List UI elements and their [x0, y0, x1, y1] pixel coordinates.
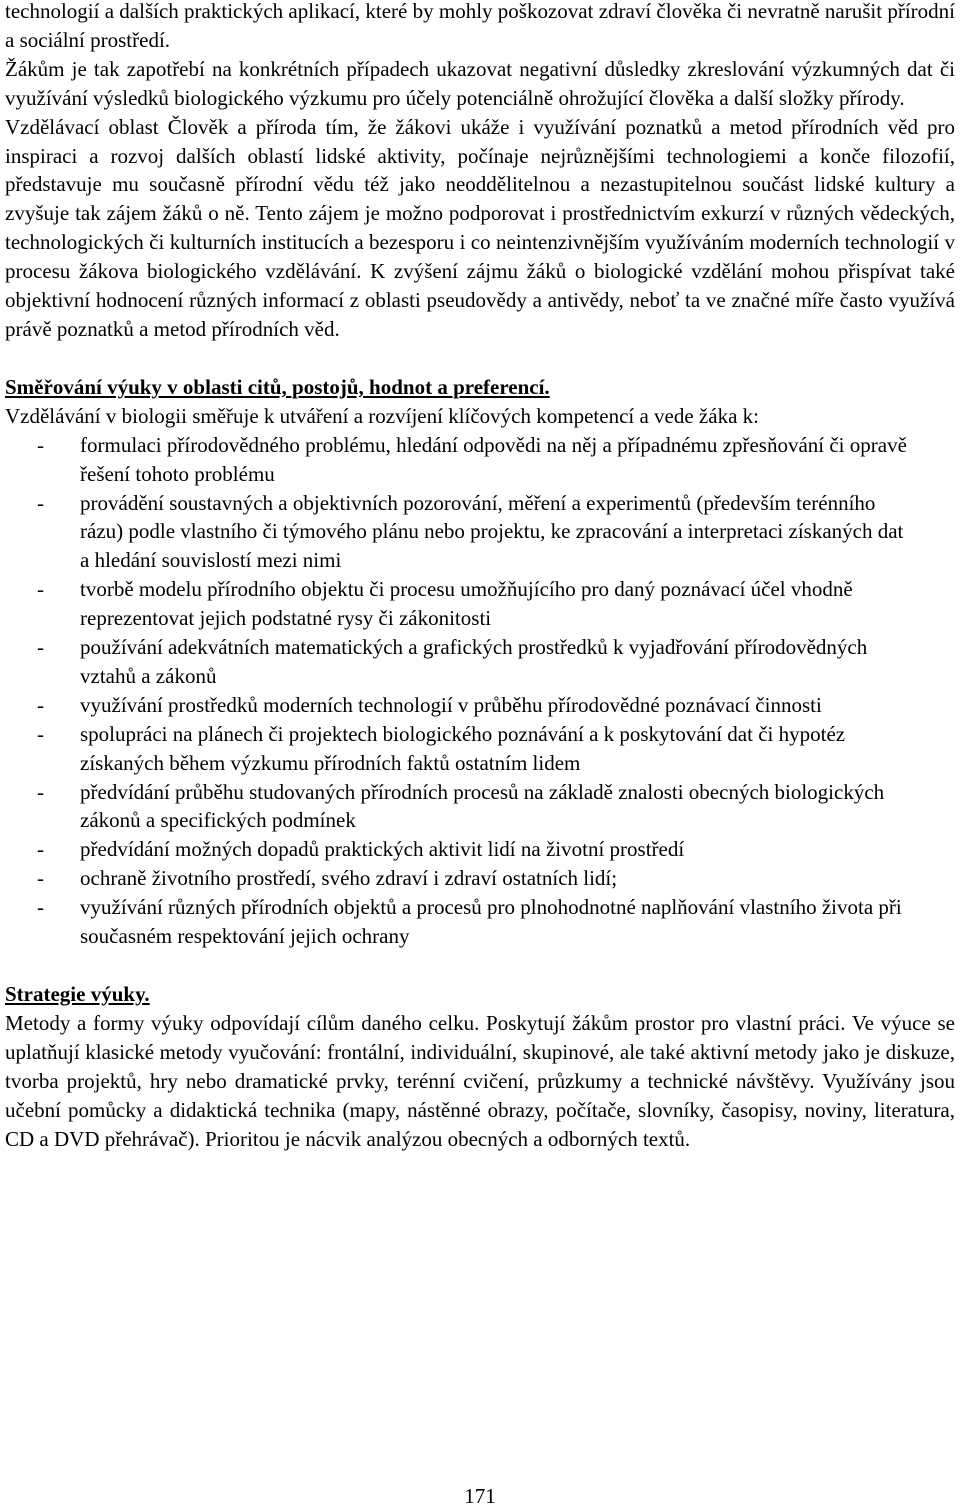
spacer [5, 951, 955, 980]
paragraph-negative-consequences: Žákům je tak zapotřebí na konkrétních případech ukazovat negativní důsledky zkreslování výzkumných dat či využívání výsledků biologického výzkumu pro účely potenciálně ohrožující člověka a další složky přírody. [5, 56, 955, 110]
list-item-text: provádění soustavných a objektivních pozorování, měření a experimentů (především terénního rázu) podle vlastního či týmového plánu nebo projektu, ke zpracování a interpretaci získaných dat a hledání souvislostí mezi nimi [80, 490, 904, 573]
section-heading-attitudes: Směřování výuky v oblasti citů, postojů, hodnot a preferencí. [5, 374, 550, 399]
list-item [5, 864, 955, 893]
list-item [5, 431, 955, 489]
bullet-dash: - [37, 692, 44, 717]
bullet-dash: - [37, 577, 44, 602]
competences-list [5, 431, 955, 951]
list-item-text: používání adekvátních matematických a grafických prostředků k vyjadřování přírodovědných vztahů a zákonů [80, 635, 868, 688]
bullet-dash: - [37, 895, 44, 920]
section-heading-strategy: Strategie výuky. [5, 982, 150, 1006]
section-intro-competences: Vzdělávání v biologii směřuje k utváření a rozvíjení klíčových kompetencí a vede žáka k: [5, 403, 759, 428]
list-item-text: využívání různých přírodních objektů a procesů pro plnohodnotné naplňování vlastního života při současném respektování jejich ochrany [80, 895, 902, 949]
bullet-dash: - [37, 866, 44, 891]
list-item [5, 575, 955, 633]
bullet-dash: - [37, 721, 44, 746]
list-item [5, 720, 955, 778]
list-item [5, 691, 955, 720]
bullet-dash: - [37, 490, 44, 515]
list-item-text: spolupráci na plánech či projektech biologického poznávání a k poskytování dat či hypotéz získaných během výzkumu přírodních faktů ostatním lidem [80, 721, 846, 775]
list-item [5, 893, 955, 951]
bullet-dash: - [37, 432, 44, 457]
list-item-text: využívání prostředků moderních technologií v průběhu přírodovědné poznávací činnosti [80, 692, 822, 717]
page-number: 171 [464, 1484, 496, 1508]
list-item-text: tvorbě modelu přírodního objektu či procesu umožňujícího pro daný poznávací účel vhodně reprezentovat jejich podstatné rysy či zákonitosti [80, 577, 853, 631]
document-page [5, 0, 955, 1153]
bullet-dash: - [37, 635, 44, 660]
list-item-text: ochraně životního prostředí, svého zdraví i zdraví ostatních lidí; [80, 866, 618, 891]
list-item [5, 489, 955, 576]
list-item [5, 778, 955, 836]
intro-paragraph: technologií a dalších praktických aplikací, které by mohly poškozovat zdraví člověka či nevratně narušit přírodní a sociální prostředí. [5, 0, 955, 52]
strategy-paragraph: Metody a formy výuky odpovídají cílům daného celku. Poskytují žákům prostor pro vlastní práci. Ve výuce se uplatňují klasické metody vyučování: frontální, individuální, skupinové, ale také aktivní metody jako je diskuze, tvorba projektů, hry nebo dramatické prvky, terénní cvičení, průzkumy a technické návštěvy. Využívány jsou učební pomůcky a didaktická technika (mapy, nástěnné obrazy, počítače, slovníky, časopisy, noviny, literatura, CD a DVD přehrávač). Prioritou je nácvik analýzou obecných a odborných textů. [5, 1010, 955, 1151]
spacer [5, 344, 955, 373]
list-item-text: předvídání možných dopadů praktických aktivit lidí na životní prostředí [80, 837, 685, 862]
paragraph-human-and-nature: Vzdělávací oblast Člověk a příroda tím, že žákovi ukáže i využívání poznatků a metod přírodních věd pro inspiraci a rozvoj dalších oblastí lidské aktivity, počínaje nejrůznějšími technologiemi a konče filozofií, představuje mu současně přírodní vědu též jako neoddělitelnou a nezastupitelnou součást lidské kultury a zvyšuje tak zájem žáků o ně. Tento zájem je možno podporovat i prostřednictvím exkurzí v různých vědeckých, technologických či kulturních institucích a bezesporu i co neintenzivnějším využíváním moderních technologií v procesu žákova biologického vzdělávání. K zvýšení zájmu žáků o biologické vzdělání mohou přispívat také objektivní hodnocení různých informací z oblasti pseudovědy a antivědy, neboť ta ve značné míře často využívá právě poznatků a metod přírodních věd. [5, 114, 955, 341]
list-item-text: předvídání průběhu studovaných přírodních procesů na základě znalosti obecných biologických zákonů a specifických podmínek [80, 779, 885, 833]
list-item-text: formulaci přírodovědného problému, hledání odpovědi na něj a případnému zpřesňování či opravě řešení tohoto problému [80, 432, 907, 486]
bullet-dash: - [37, 779, 44, 804]
list-item [5, 633, 955, 691]
bullet-dash: - [37, 837, 44, 862]
list-item [5, 835, 955, 864]
